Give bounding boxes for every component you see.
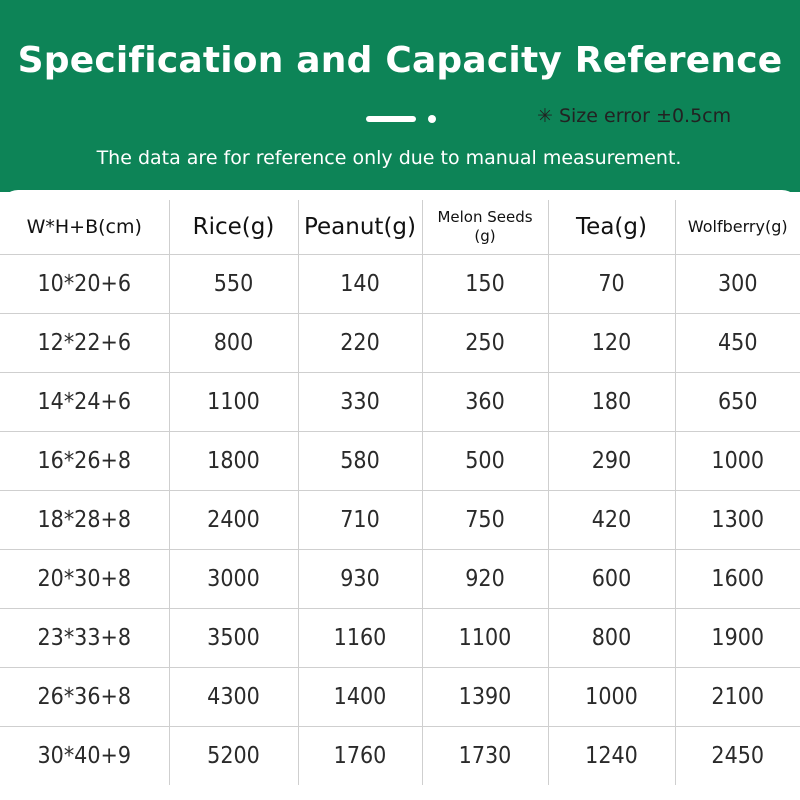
cell-tea: 120 xyxy=(548,313,675,372)
cell-peanut: 1400 xyxy=(298,667,422,726)
table-row xyxy=(0,549,800,608)
cell-rice: 3500 xyxy=(169,608,298,667)
cell-rice: 1800 xyxy=(169,431,298,490)
decorative-dot xyxy=(428,115,436,123)
header-melon-seeds-line2: (g) xyxy=(474,226,496,245)
cell-melon-seeds: 250 xyxy=(422,313,548,372)
table-row xyxy=(0,431,800,490)
cell-rice: 550 xyxy=(169,254,298,313)
header-melon-seeds-line1: Melon Seeds xyxy=(437,207,533,226)
cell-melon-seeds: 920 xyxy=(422,549,548,608)
cell-wolfberry: 1900 xyxy=(675,608,800,667)
table-header-row xyxy=(0,200,800,254)
table-row xyxy=(0,667,800,726)
header-wolfberry: Wolfberry(g) xyxy=(675,200,800,254)
cell-melon-seeds: 1390 xyxy=(422,667,548,726)
header-peanut: Peanut(g) xyxy=(298,200,422,254)
cell-size: 30*40+9 xyxy=(0,726,169,785)
header-tea: Tea(g) xyxy=(548,200,675,254)
cell-tea: 1240 xyxy=(548,726,675,785)
table-row xyxy=(0,372,800,431)
cell-rice: 4300 xyxy=(169,667,298,726)
cell-wolfberry: 1300 xyxy=(675,490,800,549)
cell-size: 26*36+8 xyxy=(0,667,169,726)
table-row xyxy=(0,608,800,667)
cell-tea: 70 xyxy=(548,254,675,313)
cell-peanut: 580 xyxy=(298,431,422,490)
table-row xyxy=(0,254,800,313)
header-rice: Rice(g) xyxy=(169,200,298,254)
cell-tea: 420 xyxy=(548,490,675,549)
cell-peanut: 930 xyxy=(298,549,422,608)
cell-size: 20*30+8 xyxy=(0,549,169,608)
cell-melon-seeds: 500 xyxy=(422,431,548,490)
cell-tea: 180 xyxy=(548,372,675,431)
cell-rice: 3000 xyxy=(169,549,298,608)
cell-peanut: 1160 xyxy=(298,608,422,667)
reference-note: The data are for reference only due to manual measurement. xyxy=(96,147,682,169)
cell-peanut: 220 xyxy=(298,313,422,372)
cell-peanut: 1760 xyxy=(298,726,422,785)
cell-tea: 600 xyxy=(548,549,675,608)
decorative-dash xyxy=(366,116,416,122)
cell-melon-seeds: 1730 xyxy=(422,726,548,785)
cell-peanut: 710 xyxy=(298,490,422,549)
table-body xyxy=(0,254,800,785)
cell-size: 12*22+6 xyxy=(0,313,169,372)
cell-melon-seeds: 360 xyxy=(422,372,548,431)
capacity-table xyxy=(0,200,800,785)
cell-size: 16*26+8 xyxy=(0,431,169,490)
cell-melon-seeds: 150 xyxy=(422,254,548,313)
cell-wolfberry: 2100 xyxy=(675,667,800,726)
cell-size: 14*24+6 xyxy=(0,372,169,431)
cell-rice: 2400 xyxy=(169,490,298,549)
cell-rice: 5200 xyxy=(169,726,298,785)
page-title: Specification and Capacity Reference xyxy=(17,40,783,81)
cell-wolfberry: 300 xyxy=(675,254,800,313)
cell-wolfberry: 1600 xyxy=(675,549,800,608)
cell-peanut: 140 xyxy=(298,254,422,313)
cell-melon-seeds: 1100 xyxy=(422,608,548,667)
header-size: W*H+B(cm) xyxy=(0,200,169,254)
cell-rice: 800 xyxy=(169,313,298,372)
cell-tea: 290 xyxy=(548,431,675,490)
table-row xyxy=(0,313,800,372)
cell-wolfberry: 2450 xyxy=(675,726,800,785)
cell-rice: 1100 xyxy=(169,372,298,431)
cell-wolfberry: 650 xyxy=(675,372,800,431)
header-melon-seeds xyxy=(422,200,548,254)
cell-size: 10*20+6 xyxy=(0,254,169,313)
cell-tea: 1000 xyxy=(548,667,675,726)
cell-size: 18*28+8 xyxy=(0,490,169,549)
cell-tea: 800 xyxy=(548,608,675,667)
cell-wolfberry: 450 xyxy=(675,313,800,372)
table-row xyxy=(0,490,800,549)
size-error-note: ✳ Size error ±0.5cm xyxy=(537,105,732,127)
table-row xyxy=(0,726,800,785)
cell-peanut: 330 xyxy=(298,372,422,431)
cell-melon-seeds: 750 xyxy=(422,490,548,549)
cell-size: 23*33+8 xyxy=(0,608,169,667)
cell-wolfberry: 1000 xyxy=(675,431,800,490)
